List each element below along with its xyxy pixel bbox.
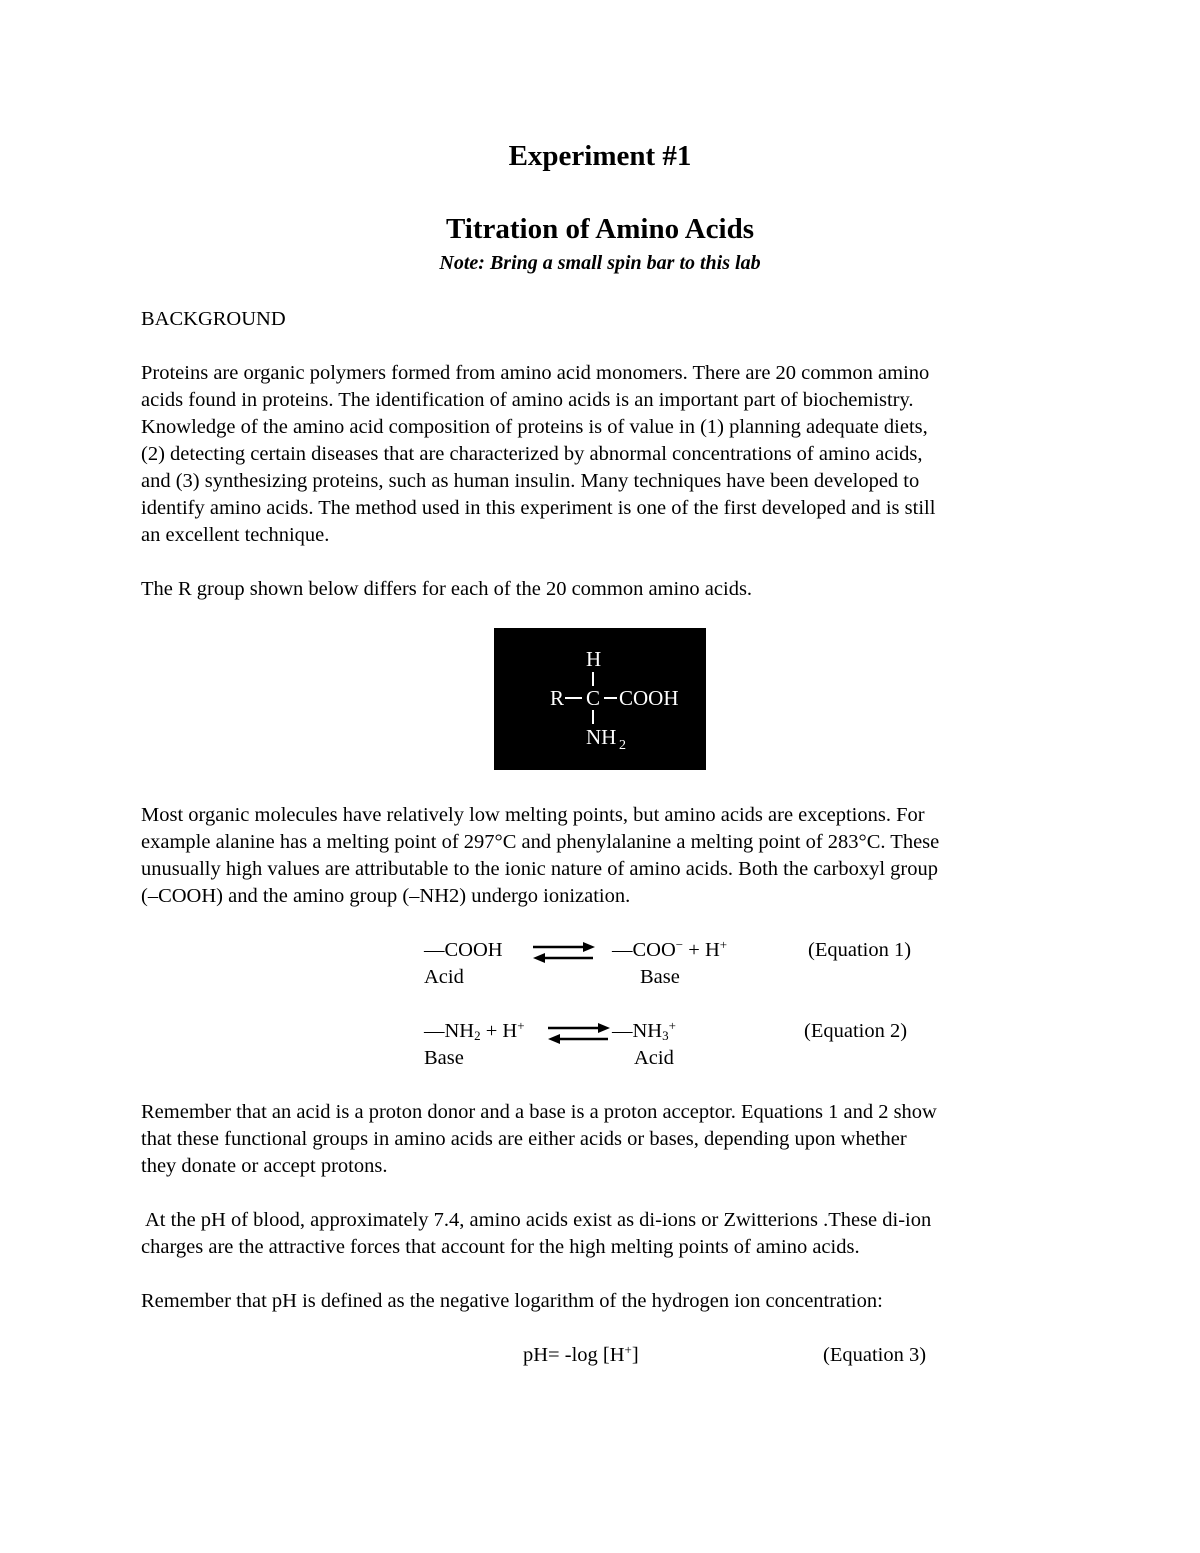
paragraph-ph-definition: Remember that pH is defined as the negative logarithm of the hydrogen ion concentration: xyxy=(141,1290,883,1312)
eq1-right-caption: Base xyxy=(640,966,680,988)
text-line: Proteins are organic polymers formed from amino acid monomers. There are 20 common amino xyxy=(141,362,930,384)
lab-note: Note: Bring a small spin bar to this lab xyxy=(439,252,761,274)
eq3-label: (Equation 3) xyxy=(823,1344,927,1366)
eq2-reactant-sub: 2 xyxy=(474,1028,481,1043)
eq2-reactant xyxy=(424,1018,525,1045)
eq1-product-main: —COO xyxy=(612,939,676,961)
text-line: (2) detecting certain diseases that are characterized by abnormal concentrations of amino acids, xyxy=(141,443,923,465)
struct-group-r: R xyxy=(550,686,565,710)
eq2-label: (Equation 2) xyxy=(804,1020,908,1042)
struct-group-cooh: COOH xyxy=(619,686,679,710)
text-line: Remember that an acid is a proton donor and a base is a proton acceptor. Equations 1 and 2 show xyxy=(141,1101,937,1123)
eq1-label: (Equation 1) xyxy=(808,939,912,961)
struct-group-nh: NH xyxy=(586,725,617,749)
text-line: an excellent technique. xyxy=(141,524,330,546)
text-line: charges are the attractive forces that account for the high melting points of amino acids. xyxy=(141,1236,860,1258)
equilibrium-arrows-icon xyxy=(531,939,597,965)
eq1-charge-minus: − xyxy=(675,937,684,952)
experiment-heading: Experiment #1 xyxy=(508,140,692,172)
section-label-background: BACKGROUND xyxy=(141,308,286,330)
eq1-product-h: + H xyxy=(683,939,720,961)
page-title: Titration of Amino Acids xyxy=(445,213,755,245)
text-line: they donate or accept protons. xyxy=(141,1155,388,1177)
struct-subscript: 2 xyxy=(619,738,626,753)
eq2-reactant-h: + H xyxy=(480,1020,518,1042)
eq2-product xyxy=(612,1018,676,1045)
amino-acid-structure-svg xyxy=(494,628,706,770)
eq2-product-charge: + xyxy=(668,1018,676,1033)
eq2-product-main: —NH xyxy=(612,1020,663,1042)
eq1-charge-plus: + xyxy=(719,937,728,952)
struct-atom-h: H xyxy=(586,647,602,671)
text-line: example alanine has a melting point of 297°C and phenylalanine a melting point of 283°C. These xyxy=(141,831,940,853)
eq1-product xyxy=(612,937,727,964)
text-line: Most organic molecules have relatively low melting points, but amino acids are exceptions. For xyxy=(141,804,925,826)
r-group-sentence: The R group shown below differs for each of the 20 common amino acids. xyxy=(141,578,753,600)
eq3-main: pH= -log [H xyxy=(523,1344,625,1366)
text-line: unusually high values are attributable to the ionic nature of amino acids. Both the carboxyl group xyxy=(141,858,939,880)
text-line: (–COOH) and the amino group (–NH2) undergo ionization. xyxy=(141,885,631,907)
text-line: identify amino acids. The method used in this experiment is one of the first developed and is still xyxy=(141,497,936,519)
eq2-product-sub: 3 xyxy=(662,1028,669,1043)
text-line: acids found in proteins. The identification of amino acids is an important part of biochemistry. xyxy=(141,389,914,411)
text-line: Knowledge of the amino acid composition of proteins is of value in (1) planning adequate diets, xyxy=(141,416,928,438)
eq2-reactant-charge: + xyxy=(517,1018,525,1033)
eq3-charge: + xyxy=(624,1342,632,1357)
text-line: that these functional groups in amino acids are either acids or bases, depending upon whether xyxy=(141,1128,907,1150)
eq3-close: ] xyxy=(631,1344,639,1366)
equilibrium-arrows-icon xyxy=(546,1020,612,1046)
struct-atom-c: C xyxy=(586,686,601,710)
amino-acid-structure-figure xyxy=(494,628,706,770)
eq2-right-caption: Acid xyxy=(634,1047,674,1069)
eq2-left-caption: Base xyxy=(424,1047,464,1069)
eq1-left-caption: Acid xyxy=(424,966,464,988)
eq3-expression xyxy=(523,1342,639,1369)
text-line: and (3) synthesizing proteins, such as human insulin. Many techniques have been developed to xyxy=(141,470,920,492)
eq2-reactant-main: —NH xyxy=(424,1020,475,1042)
text-line: At the pH of blood, approximately 7.4, amino acids exist as di-ions or Zwitterions .These di-ion xyxy=(141,1209,932,1231)
eq1-reactant: —COOH xyxy=(424,939,503,961)
